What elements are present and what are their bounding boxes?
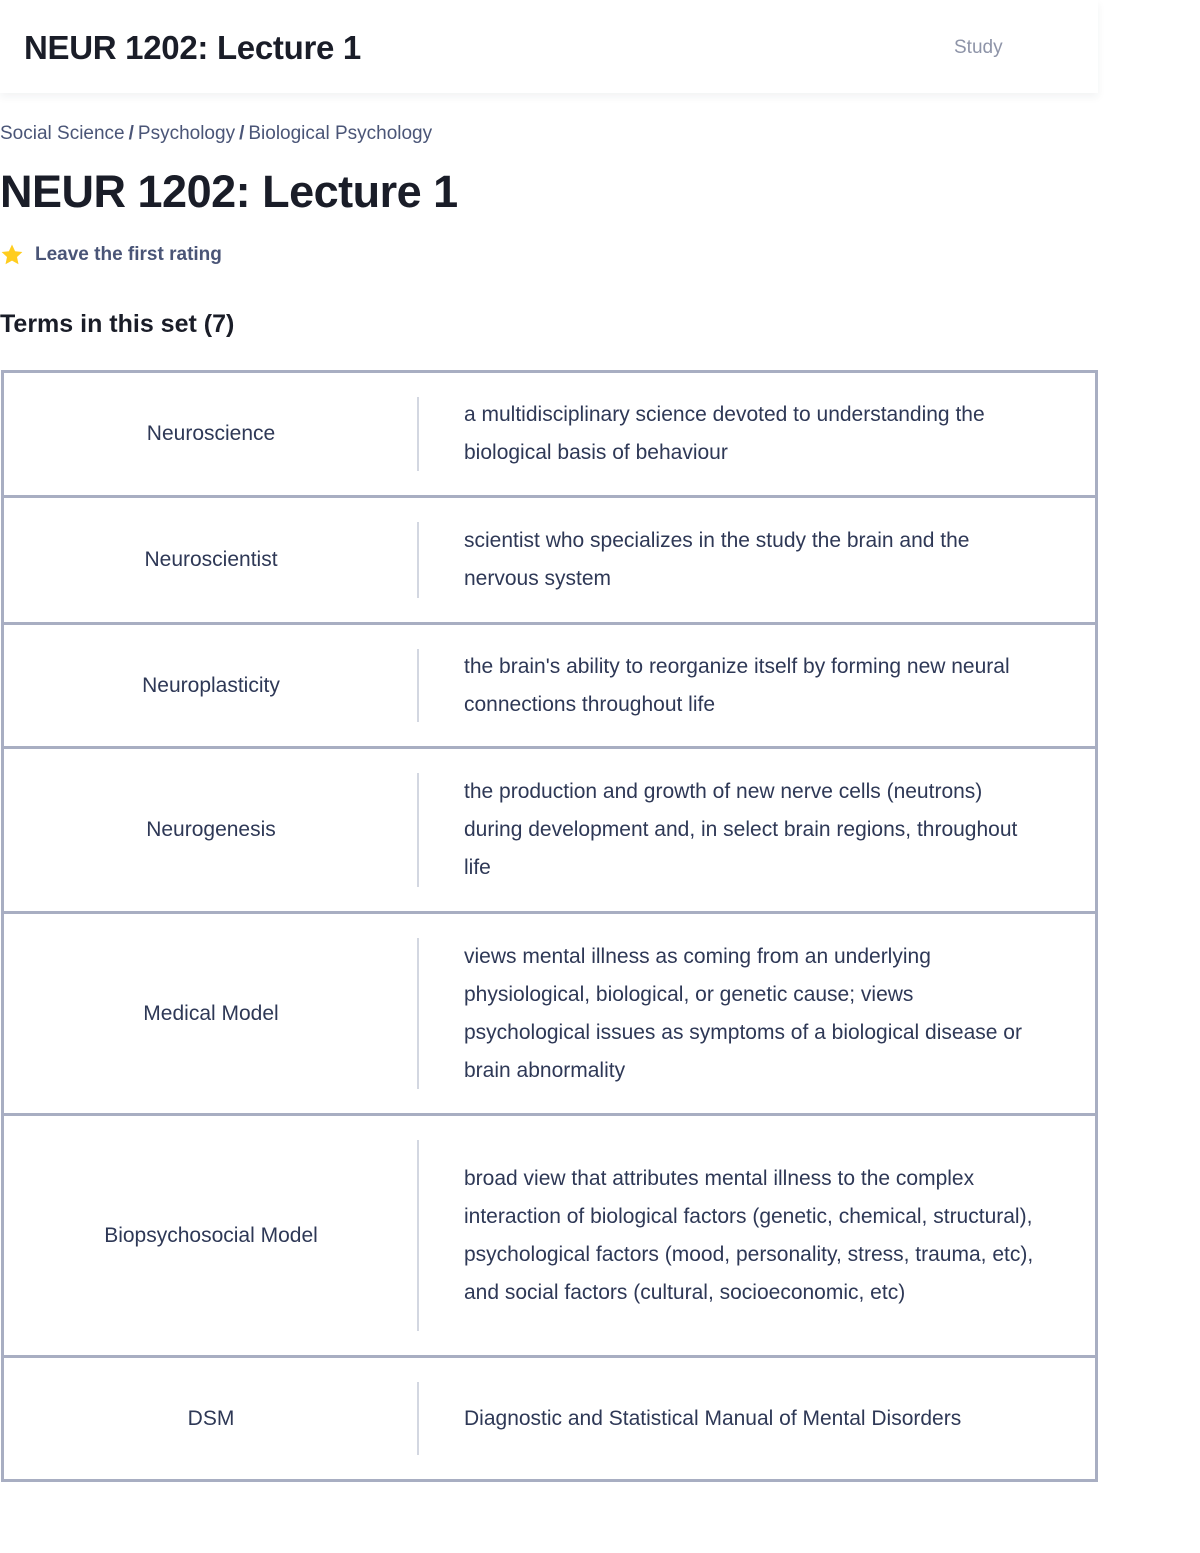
top-navigation-bar: [0, 0, 1098, 93]
row-divider: [417, 1382, 419, 1455]
row-divider: [417, 397, 419, 471]
term-row[interactable]: [1, 370, 1098, 498]
term-row[interactable]: [1, 746, 1098, 914]
term-row[interactable]: [1, 1355, 1098, 1482]
definition-text: views mental illness as coming from an underlying physiological, biological, or genetic cause; views psychological issues as symptoms of a biological disease or brain abnormality: [464, 944, 1022, 1082]
row-divider: [417, 1140, 419, 1331]
header-title: NEUR 1202: Lecture 1: [24, 29, 361, 66]
terms-heading: Terms in this set (7): [0, 310, 235, 338]
term-text: Medical Model: [143, 1001, 279, 1025]
definition-text: scientist who specializes in the study the brain and the nervous system: [464, 529, 970, 590]
study-button[interactable]: Study: [954, 37, 1003, 58]
row-divider: [417, 773, 419, 887]
star-icon: [0, 243, 24, 267]
breadcrumb-psychology[interactable]: Psychology: [137, 123, 236, 144]
term-row[interactable]: [1, 1113, 1098, 1358]
definition-text: the brain's ability to reorganize itself by forming new neural connections throughout life: [464, 654, 1010, 716]
definition-text: the production and growth of new nerve cells (neutrons) during development and, in select brain regions, throughout life: [464, 780, 1018, 879]
row-divider: [417, 649, 419, 722]
page-title: NEUR 1202: Lecture 1: [0, 166, 458, 217]
definition-text: Diagnostic and Statistical Manual of Mental Disorders: [464, 1406, 962, 1430]
row-divider: [417, 522, 419, 598]
term-text: Neuroscientist: [144, 548, 278, 571]
breadcrumb-separator: /: [128, 123, 134, 144]
term-text: Biopsychosocial Model: [104, 1223, 318, 1247]
definition-text: broad view that attributes mental illness to the complex interaction of biological factors (genetic, chemical, structural), psychological factors (mood, personality, stress, trauma, etc), and social factors (cultural, socioeconomic, etc): [464, 1166, 1034, 1304]
term-row[interactable]: [1, 622, 1098, 749]
term-row[interactable]: [1, 495, 1098, 625]
rating-label: Leave the first rating: [35, 244, 222, 265]
definition-text: a multidisciplinary science devoted to understanding the biological basis of behaviour: [464, 403, 985, 464]
row-divider: [417, 938, 419, 1089]
rating-link[interactable]: [0, 242, 222, 268]
term-row[interactable]: [1, 911, 1098, 1116]
breadcrumb-biological-psychology[interactable]: Biological Psychology: [248, 123, 433, 144]
term-text: Neuroplasticity: [142, 673, 280, 697]
term-text: Neurogenesis: [146, 818, 276, 841]
breadcrumb-social-science[interactable]: Social Science: [0, 123, 125, 144]
term-text: DSM: [187, 1406, 235, 1430]
term-text: Neuroscience: [146, 422, 276, 445]
breadcrumb: [0, 122, 432, 146]
breadcrumb-separator: /: [239, 123, 245, 144]
terms-table: [1, 370, 1098, 1482]
